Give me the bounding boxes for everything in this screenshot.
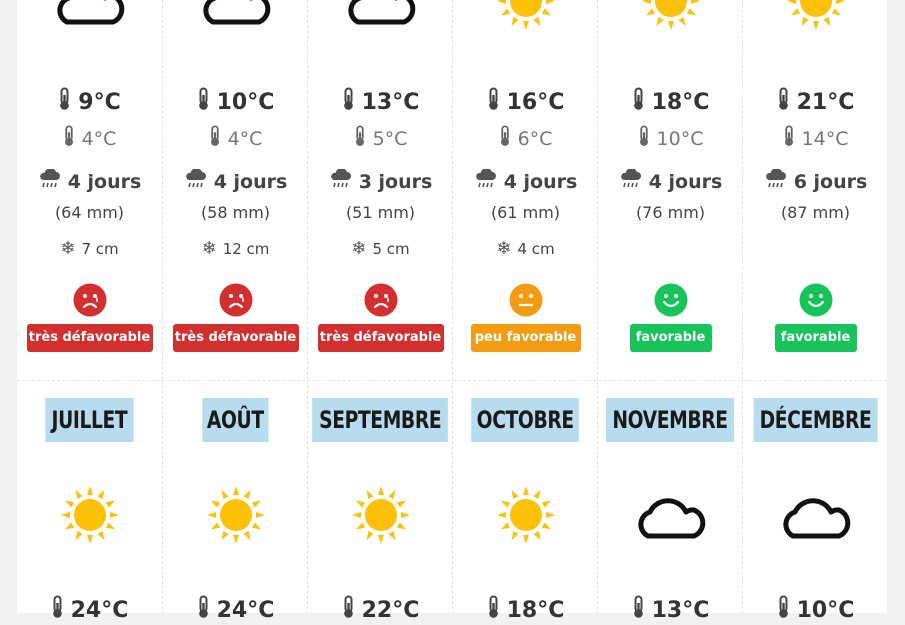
- cloud-icon: [59, 0, 121, 32]
- temp-min: 4°C: [163, 125, 308, 152]
- temp-max: 13°C: [308, 87, 453, 117]
- thermometer-icon: [499, 125, 511, 152]
- sun-icon: [350, 484, 412, 546]
- sun-icon: [59, 484, 121, 546]
- rain-cloud-icon: [38, 169, 61, 194]
- rain-amount: (76 mm): [635, 203, 706, 222]
- sun-icon: [785, 0, 847, 32]
- rain-amount: (64 mm): [54, 203, 125, 222]
- good-face-icon: [654, 283, 688, 317]
- sun-icon: [205, 484, 267, 546]
- rain-cloud-icon: [619, 169, 642, 194]
- month-column: [17, 0, 162, 380]
- thermometer-icon: [354, 125, 366, 152]
- temp-max: 9°C: [17, 87, 162, 117]
- rain-days: 3 jours: [308, 169, 453, 194]
- bad-face-icon: [219, 283, 253, 317]
- climate-row-first-half: [17, 0, 887, 380]
- snow-depth: ❄ 4 cm: [496, 238, 555, 259]
- temp-max: 21°C: [743, 87, 888, 117]
- sun-icon: [640, 0, 702, 32]
- month-column: [17, 381, 162, 623]
- snow-depth: ❄ 5 cm: [351, 238, 410, 259]
- snowflake-icon: ❄: [60, 238, 76, 259]
- rating-badge: peu favorable: [471, 324, 581, 352]
- temp-max: 24°C: [17, 595, 162, 625]
- bad-face-icon: [73, 283, 107, 317]
- rain-amount: (58 mm): [200, 203, 271, 222]
- thermometer-icon: [777, 87, 790, 117]
- thermometer-icon: [209, 125, 221, 152]
- month-column: [307, 0, 453, 380]
- rain-cloud-icon: [329, 169, 352, 194]
- month-column: [597, 0, 743, 380]
- rain-days: 4 jours: [598, 169, 743, 194]
- month-label: OCTOBRE: [471, 398, 579, 442]
- temp-min: 4°C: [17, 125, 162, 152]
- rain-amount: (61 mm): [490, 203, 561, 222]
- thermometer-icon: [638, 125, 650, 152]
- rain-days: 4 jours: [453, 169, 598, 194]
- snowflake-icon: ❄: [201, 238, 217, 259]
- rain-days: 4 jours: [17, 169, 162, 194]
- thermometer-icon: [197, 87, 210, 117]
- month-column: [597, 381, 743, 623]
- rain-days: 6 jours: [743, 169, 888, 194]
- temp-min: 5°C: [308, 125, 453, 152]
- month-label: JUILLET: [45, 398, 133, 442]
- rating-badge: très défavorable: [173, 324, 299, 352]
- rain-amount: (51 mm): [345, 203, 416, 222]
- medium-face-icon: [509, 283, 543, 317]
- month-column: [742, 381, 888, 623]
- rain-days: 4 jours: [163, 169, 308, 194]
- thermometer-icon: [487, 595, 500, 625]
- snow-depth: ❄ 12 cm: [201, 238, 270, 259]
- temp-max: 10°C: [743, 595, 888, 625]
- thermometer-icon: [632, 87, 645, 117]
- snowflake-icon: ❄: [496, 238, 512, 259]
- rain-cloud-icon: [474, 169, 497, 194]
- temp-min: 6°C: [453, 125, 598, 152]
- rain-amount: (87 mm): [780, 203, 851, 222]
- temp-max: 10°C: [163, 87, 308, 117]
- temp-max: 24°C: [163, 595, 308, 625]
- cloud-icon: [640, 484, 702, 546]
- rating-badge: très défavorable: [27, 324, 153, 352]
- temp-max: 18°C: [598, 87, 743, 117]
- cloud-icon: [350, 0, 412, 32]
- thermometer-icon: [487, 87, 500, 117]
- month-label: AOÛT: [202, 398, 268, 442]
- thermometer-icon: [197, 595, 210, 625]
- snowflake-icon: ❄: [351, 238, 367, 259]
- good-face-icon: [799, 283, 833, 317]
- month-label: NOVEMBRE: [607, 398, 735, 442]
- temp-max: 18°C: [453, 595, 598, 625]
- thermometer-icon: [58, 87, 71, 117]
- rating-badge: favorable: [775, 324, 857, 352]
- month-column: [452, 0, 598, 380]
- temp-min: 10°C: [598, 125, 743, 152]
- bad-face-icon: [364, 283, 398, 317]
- thermometer-icon: [342, 87, 355, 117]
- cloud-icon: [785, 484, 847, 546]
- month-label: SEPTEMBRE: [313, 398, 449, 442]
- month-column: [307, 381, 453, 623]
- sun-icon: [495, 0, 557, 32]
- thermometer-icon: [777, 595, 790, 625]
- month-label: DÉCEMBRE: [754, 398, 878, 442]
- month-column: [162, 381, 308, 623]
- temp-max: 16°C: [453, 87, 598, 117]
- climate-table: [17, 0, 887, 623]
- sun-icon: [495, 484, 557, 546]
- month-column: [742, 0, 888, 380]
- temp-max: 22°C: [308, 595, 453, 625]
- cloud-icon: [205, 0, 267, 32]
- thermometer-icon: [63, 125, 75, 152]
- thermometer-icon: [783, 125, 795, 152]
- climate-row-second-half: [17, 380, 887, 623]
- month-column: [452, 381, 598, 623]
- rating-badge: favorable: [630, 324, 712, 352]
- rain-cloud-icon: [184, 169, 207, 194]
- thermometer-icon: [51, 595, 64, 625]
- thermometer-icon: [342, 595, 355, 625]
- temp-max: 13°C: [598, 595, 743, 625]
- temp-min: 14°C: [743, 125, 888, 152]
- month-column: [162, 0, 308, 380]
- snow-depth: ❄ 7 cm: [60, 238, 119, 259]
- rating-badge: très défavorable: [318, 324, 444, 352]
- thermometer-icon: [632, 595, 645, 625]
- rain-cloud-icon: [764, 169, 787, 194]
